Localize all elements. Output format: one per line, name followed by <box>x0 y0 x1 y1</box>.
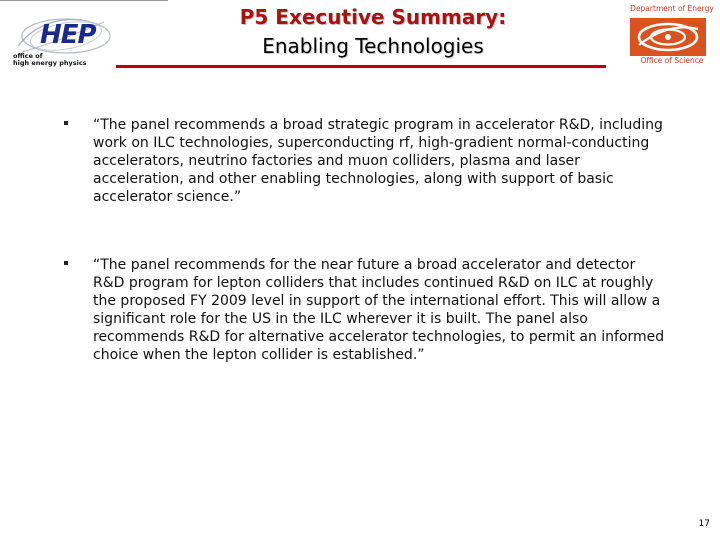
page-title: P5 Executive Summary: <box>239 5 507 29</box>
doe-bottom-text: Office of Science <box>640 56 704 65</box>
bullet-text: “The panel recommends for the near future a broad accelerator and detector R&D program for lepton colliders that includes continued R&D on ILC at roughly the proposed FY 2009 level in support of the international effort. This will allow a significant role for the US in the ILC wherever it is built. The panel also recommends R&D for alternative accelerator technologies, to permit an informed choice when the lepton collider is established.” <box>93 257 665 363</box>
hep-logo <box>12 12 122 70</box>
bullet-text: “The panel recommends a broad strategic program in accelerator R&D, including work on ILC technologies, superconducting rf, high-gradient normal-conducting accelerators, neutrino factories and muon colliders, plasma and laser acceleration, and other enabling technologies, along with support of basic accelerator science.” <box>93 117 663 205</box>
hep-subtitle-line1: office of <box>13 52 43 60</box>
page-subtitle: Enabling Technologies <box>262 34 484 58</box>
title-block <box>208 4 538 62</box>
doe-emblem-icon <box>630 18 706 56</box>
page-number: 17 <box>698 519 710 529</box>
hep-wordmark: HEP <box>40 20 96 50</box>
bullet-square-icon <box>64 121 68 125</box>
doe-top-text: Department of Energy <box>630 4 714 13</box>
bullet-square-icon <box>64 261 68 265</box>
hep-subtitle <box>13 53 93 67</box>
hep-subtitle-line2: high energy physics <box>13 59 87 67</box>
top-hairline <box>0 0 168 1</box>
header-rule <box>116 65 606 68</box>
